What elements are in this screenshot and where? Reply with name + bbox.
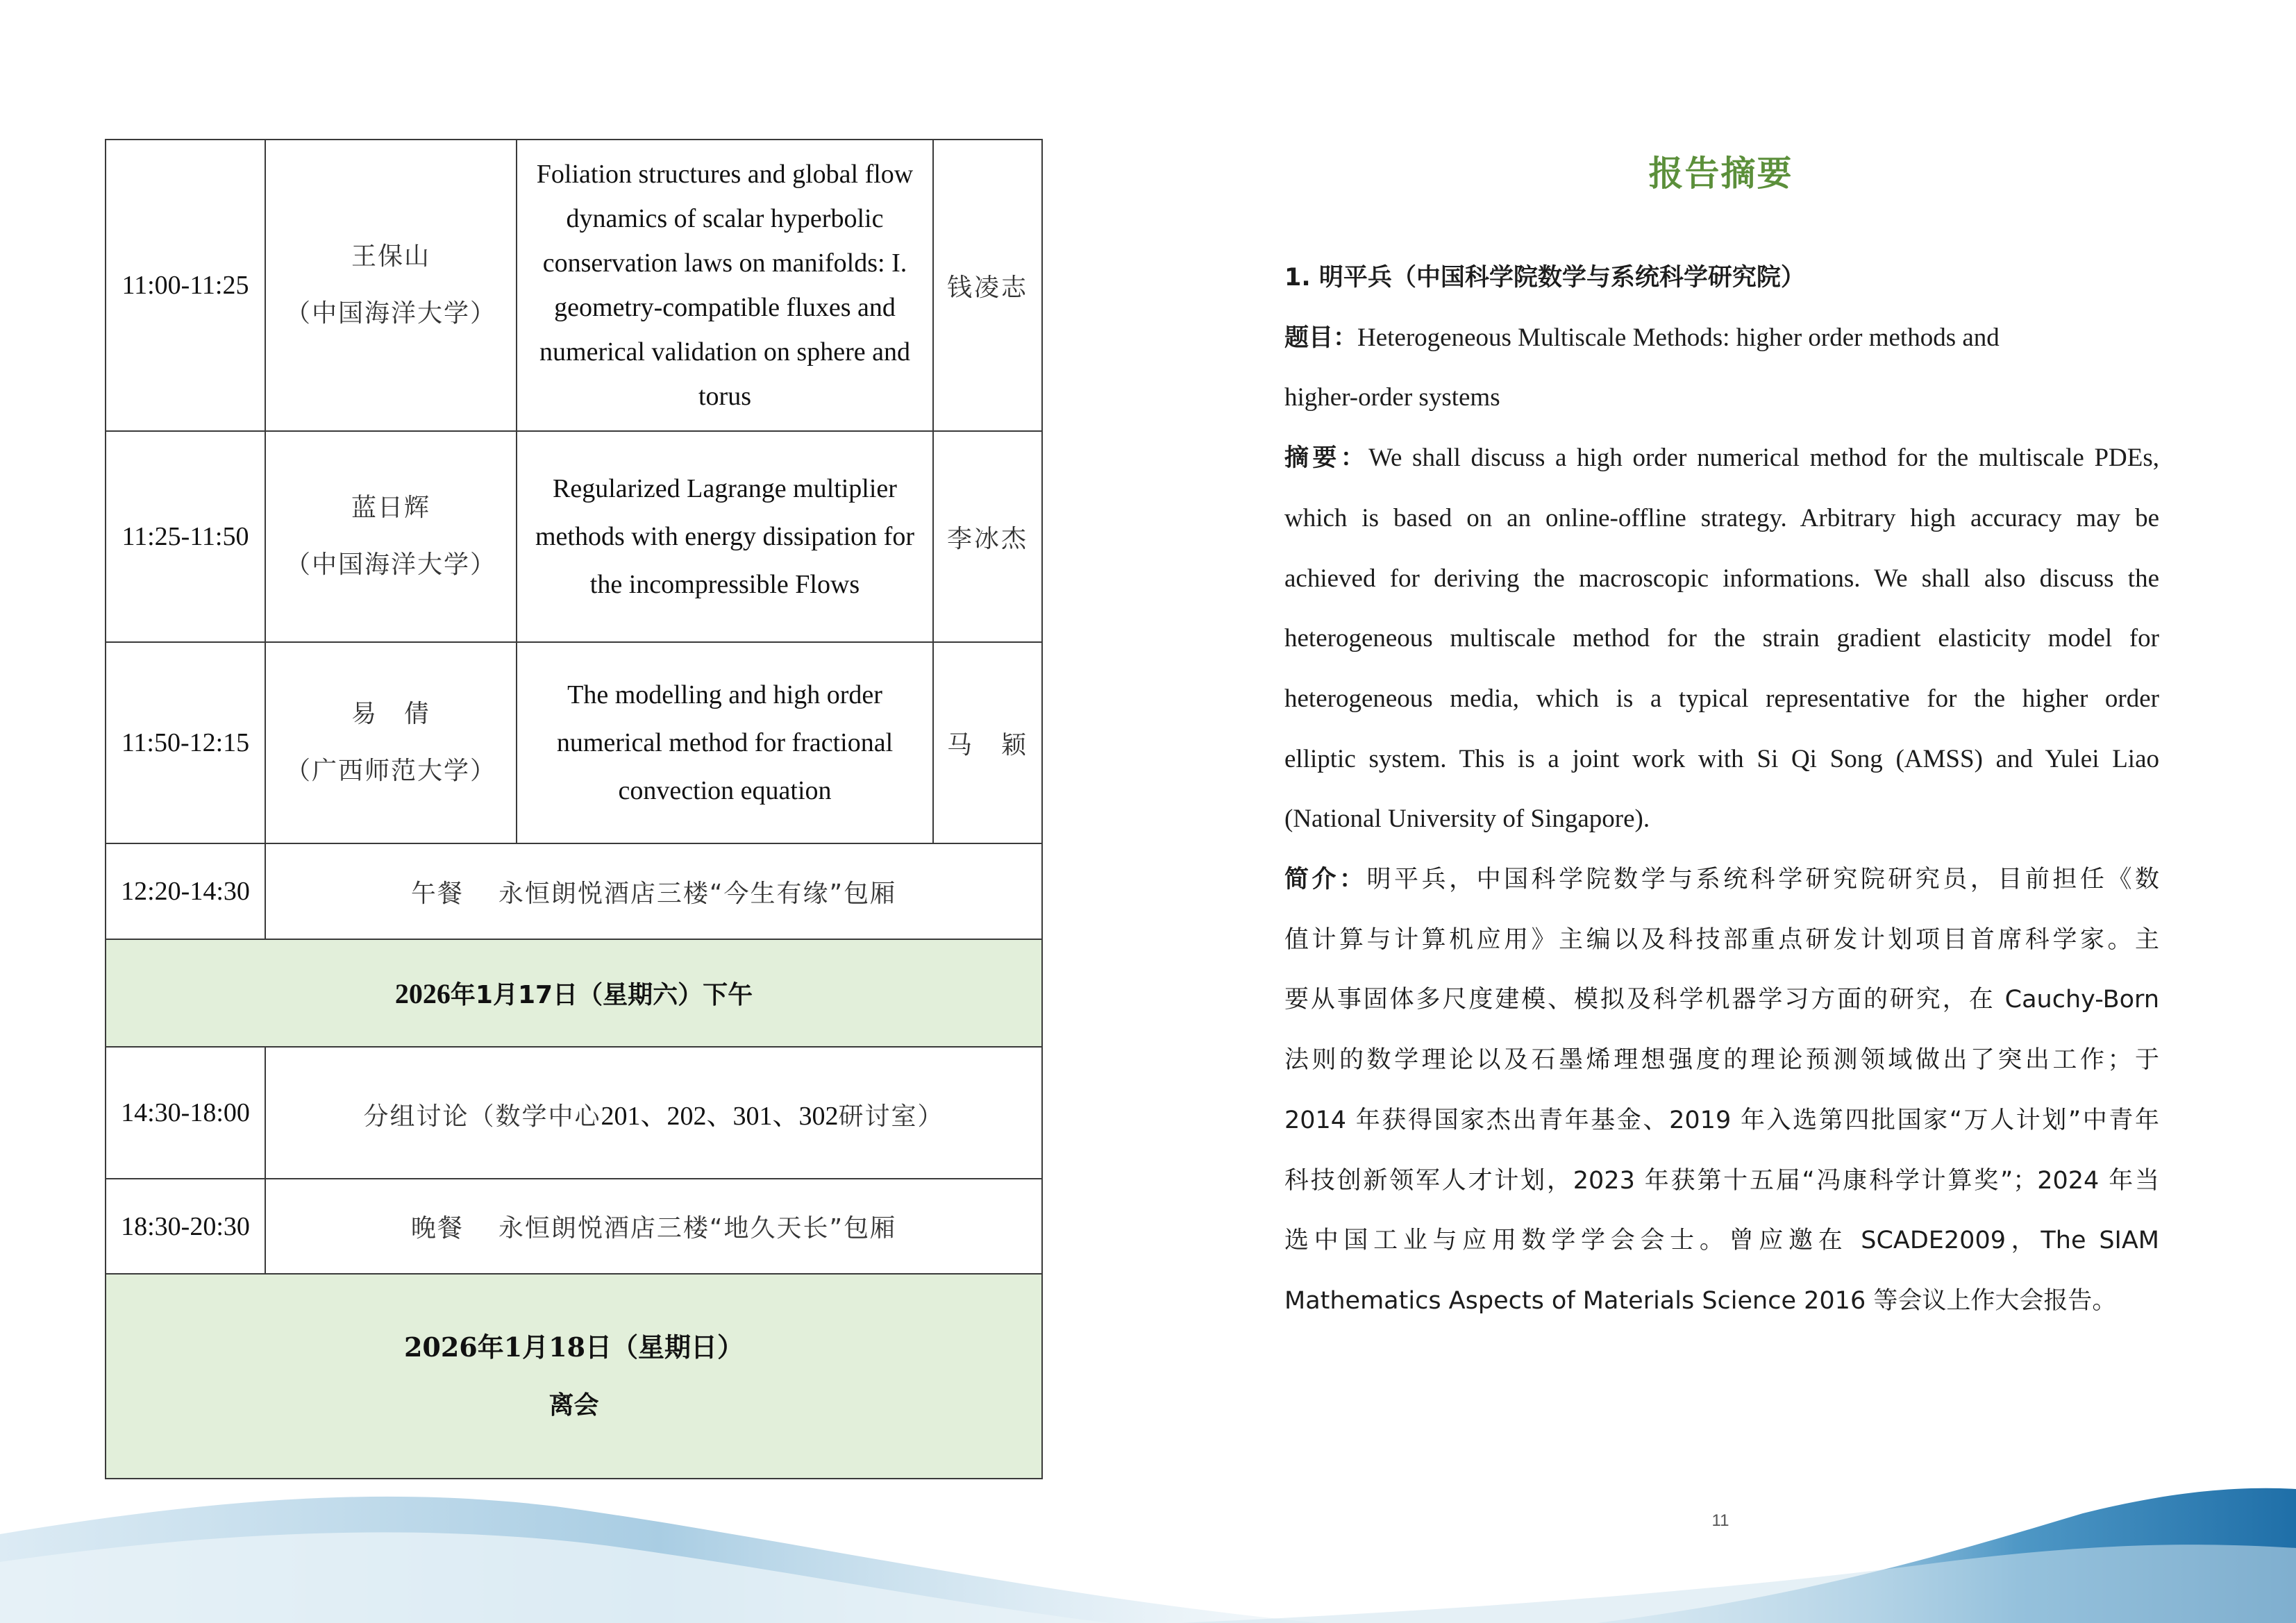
session-host: 钱凌志 (933, 140, 1042, 431)
bio-text: 明平兵，中国科学院数学与系统科学研究院研究员，目前担任《数 (1366, 866, 2159, 894)
session-time: 11:50-12:15 (106, 642, 265, 843)
day-band-date (106, 939, 1042, 1047)
bio-line: 法则的数学理论以及石墨烯理想强度的理论预测领域做出了突出工作；于 (1284, 1046, 2159, 1075)
discussion-prefix: 分组讨论（数学中心 (363, 1102, 601, 1131)
speaker-affiliation: （广西师范大学） (285, 757, 496, 785)
dinner-info (265, 1179, 1042, 1274)
talk-title-line: Regularized Lagrange multiplier (553, 473, 897, 503)
speaker-affiliation: （中国海洋大学） (285, 550, 496, 579)
talk-title-line: numerical validation on sphere and (539, 337, 910, 367)
table-row (106, 843, 1042, 939)
speaker-name: 蓝日辉 (351, 494, 430, 522)
right-page (1146, 0, 2296, 1623)
discussion-suffix: 研讨室） (838, 1102, 944, 1131)
bio-label: 简介： (1284, 866, 1367, 894)
talk-title-line: methods with energy dissipation for (535, 521, 914, 551)
abstract-text: We shall discuss a high order numerical method for the multiscale PDEs, (1368, 444, 2159, 473)
talk-title-line: torus (698, 382, 751, 411)
section-heading: 报告摘要 (1648, 153, 1793, 194)
speaker-affiliation: （中国海洋大学） (285, 299, 496, 328)
lunch-info (265, 843, 1042, 939)
bio-line: 科技创新领军人才计划，2023 年获第十五届“冯康科学计算奖”；2024 年当 (1284, 1166, 2159, 1195)
bio-line: 要从事固体多尺度建模、模拟及科学机器学习方面的研究，在 Cauchy-Born (1284, 986, 2159, 1014)
speaker-cell (265, 642, 517, 843)
session-time: 11:00-11:25 (106, 140, 265, 431)
bio-line (1284, 850, 2159, 910)
session-host: 马 颖 (933, 642, 1042, 843)
dinner-venue: 永恒朗悦酒店三楼“地久天长”包厢 (498, 1214, 897, 1243)
talk-title-line: The modelling and high order (567, 680, 882, 709)
discussion-time: 14:30-18:00 (106, 1047, 265, 1179)
bio-line: Mathematics Aspects of Materials Science 2016 等会议上作大会报告。 (1284, 1286, 2117, 1315)
schedule-table (105, 139, 1043, 1479)
talk-title-line: geometry-compatible fluxes and (554, 293, 896, 322)
dinner-label: 晚餐 (410, 1214, 464, 1243)
talk-title-line: Foliation structures and global flow (536, 160, 914, 189)
talk-title-line: conservation laws on manifolds: I. (542, 249, 907, 278)
abstract-line: heterogeneous media, which is a typical representative for the higher order (1284, 684, 2159, 713)
wave-decoration (0, 1458, 2296, 1623)
bio-line: 2014 年获得国家杰出青年基金、2019 年入选第四批国家“万人计划”中青年 (1284, 1106, 2159, 1134)
talk-title-line: dynamics of scalar hyperbolic (566, 204, 884, 233)
abstract-line: which is based on an online-offline strategy. Arbitrary high accuracy may be (1284, 503, 2159, 532)
session-host: 李冰杰 (933, 431, 1042, 642)
abstract-block (1284, 248, 2159, 1331)
title-line: higher-order systems (1284, 383, 1500, 412)
bio-line: 选中国工业与应用数学学会会士。曾应邀在 SCADE2009，The SIAM (1284, 1227, 2159, 1255)
day-band-text: 年1月17日（星期六）下午 (450, 981, 753, 1009)
abstract-label: 摘要： (1284, 444, 1369, 473)
abstract-line: elliptic system. This is a joint work with Si Qi Song (AMSS) and Yulei Liao (1284, 744, 2159, 773)
day-band-year: 2026 (394, 978, 451, 1009)
title-label: 题目： (1284, 323, 1358, 352)
discussion-info (265, 1047, 1042, 1179)
table-row (106, 1047, 1042, 1179)
title-text: Heterogeneous Multiscale Methods: higher order methods and (1357, 323, 2000, 352)
table-row (106, 431, 1042, 642)
discussion-rooms: 201、202、301、302 (601, 1101, 839, 1131)
table-row (106, 140, 1042, 431)
page-number-right: 11 (1711, 1511, 1729, 1530)
lunch-venue: 永恒朗悦酒店三楼“今生有缘”包厢 (498, 879, 897, 908)
table-row (106, 642, 1042, 843)
session-time: 11:25-11:50 (106, 431, 265, 642)
abstract-line (1284, 428, 2159, 489)
talk-title (517, 140, 933, 431)
speaker-name: 王保山 (351, 242, 430, 271)
talk-title (517, 431, 933, 642)
abstract-line: achieved for deriving the macroscopic informations. We shall also discuss the (1284, 564, 2159, 593)
day-band (106, 939, 1042, 1047)
lunch-label: 午餐 (410, 879, 464, 908)
closing-band (106, 1274, 1042, 1479)
talk-title-line: numerical method for fractional (556, 728, 894, 757)
talk-title-line: convection equation (618, 775, 832, 805)
speaker-title: 1. 明平兵（中国科学院数学与系统科学研究院） (1284, 264, 1805, 292)
closing-date: 2026年1月18日（星期日） (403, 1331, 744, 1363)
abstract-line: (National University of Singapore). (1284, 805, 1650, 834)
speaker-cell (265, 431, 517, 642)
abstract-line: heterogeneous multiscale method for the strain gradient elasticity model for (1284, 624, 2159, 653)
talk-title (517, 642, 933, 843)
closing-event: 离会 (548, 1390, 599, 1420)
table-row (106, 1179, 1042, 1274)
lunch-time: 12:20-14:30 (106, 843, 265, 939)
speaker-name: 易 倩 (351, 700, 430, 728)
talk-title-line: the incompressible Flows (589, 569, 860, 599)
speaker-cell (265, 140, 517, 431)
wave-right-light (1180, 1545, 2296, 1623)
bio-line: 值计算与计算机应用》主编以及科技部重点研发计划项目首席科学家。主 (1284, 925, 2159, 954)
day-band (106, 1274, 1042, 1479)
dinner-time: 18:30-20:30 (106, 1179, 265, 1274)
title-line (1284, 308, 2159, 369)
left-page (0, 0, 1146, 1623)
